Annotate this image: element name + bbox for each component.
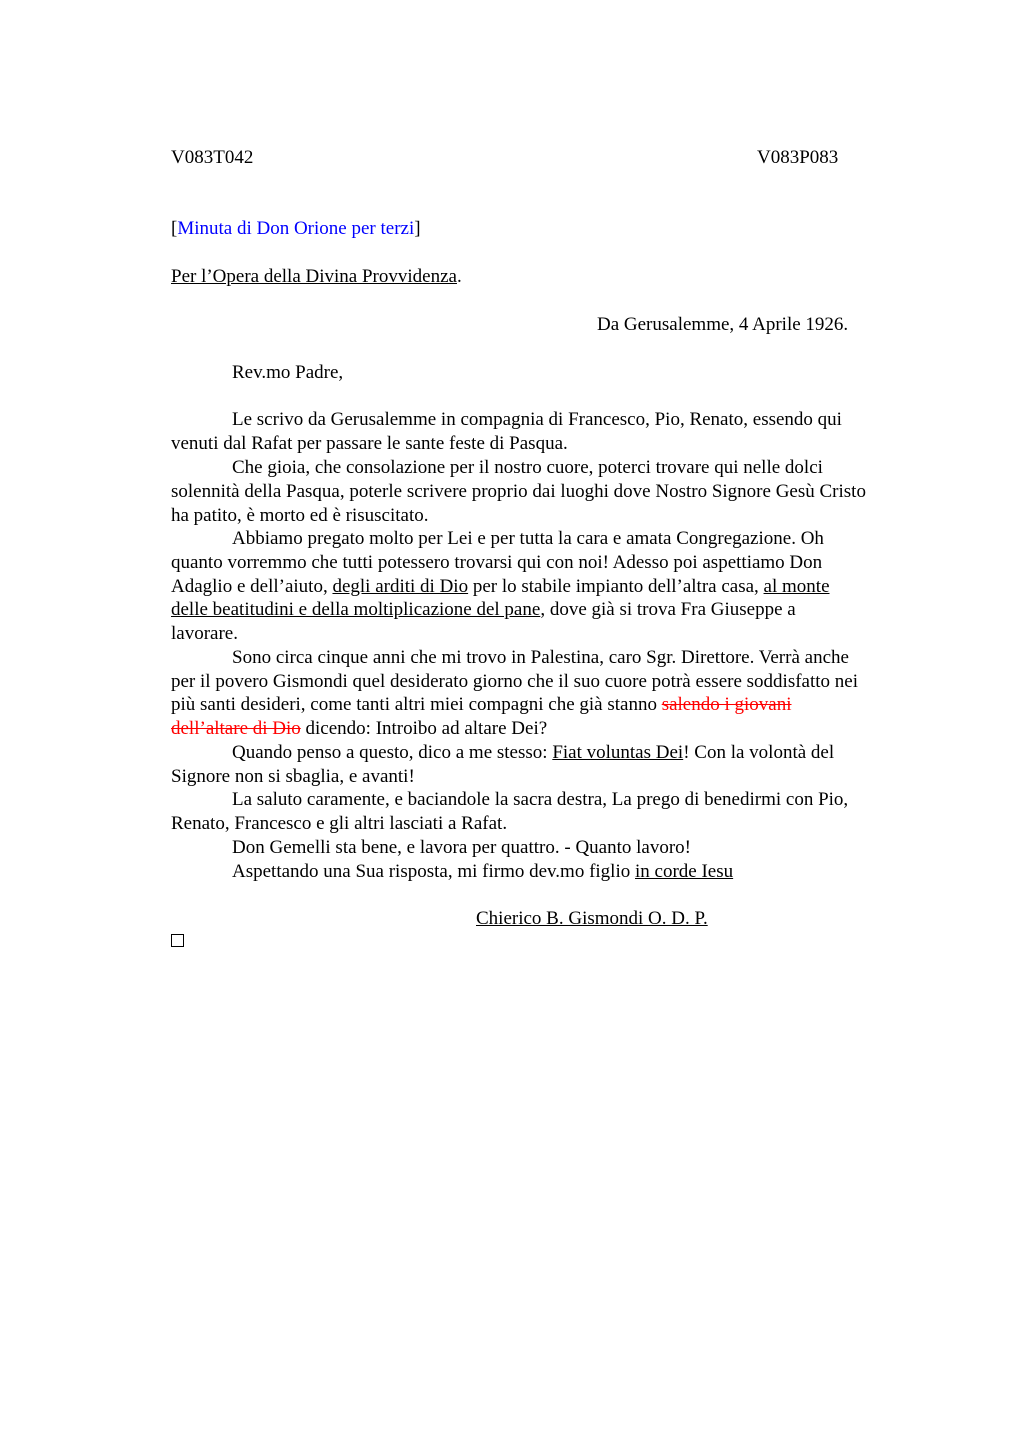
note-text: Minuta di Don Orione per terzi [177, 218, 415, 239]
body-text: Aspettando una Sua risposta, mi firmo dev.mo figlio [232, 861, 635, 882]
body-line: Le scrivo da Gerusalemme in compagnia di Francesco, Pio, Renato, essendo qui [232, 409, 842, 430]
body-line [171, 693, 792, 717]
body-line: Sono circa cinque anni che mi trovo in Palestina, caro Sgr. Direttore. Verrà anche [232, 647, 849, 668]
underlined-phrase: in corde Iesu [635, 861, 734, 882]
body-text: Quando penso a questo, dico a me stesso: [232, 742, 553, 763]
end-marker-box [171, 934, 184, 947]
body-line: Renato, Francesco e gli altri lasciati a Rafat. [171, 813, 508, 834]
body-line: ha patito, è morto ed è risuscitato. [171, 505, 429, 526]
body-text: , dove già si trova Fra Giuseppe a [540, 599, 796, 620]
dateline: Da Gerusalemme, 4 Aprile 1926. [597, 314, 849, 335]
deleted-text: dell’altare di Dio [171, 718, 301, 739]
body-text: dicendo: Introibo ad altare Dei? [300, 718, 548, 739]
body-line [171, 575, 830, 599]
salutation: Rev.mo Padre, [232, 362, 344, 383]
body-line: Che gioia, che consolazione per il nostro cuore, poterci trovare qui nelle dolci [232, 457, 823, 478]
body-text: più santi desideri, come tanti altri miei compagni che già stanno [171, 694, 662, 715]
body-line: lavorare. [171, 623, 238, 644]
document-code-right: V083P083 [757, 147, 839, 168]
underlined-phrase: Fiat voluntas Dei [552, 742, 684, 763]
body-line [171, 598, 796, 622]
body-line: quanto vorremmo che tutti potessero trovarsi qui con noi! Adesso poi aspettiamo Don [171, 552, 823, 573]
note-open-bracket: [ [171, 218, 178, 239]
underlined-phrase: al monte [763, 576, 830, 597]
body-line: venuti dal Rafat per passare le sante feste di Pasqua. [171, 433, 568, 454]
body-line [232, 741, 834, 765]
body-text: ! Con la volontà del [683, 742, 835, 763]
body-line: La saluto caramente, e baciandole la sacra destra, La prego di benedirmi con Pio, [232, 789, 849, 810]
note-close-bracket: ] [414, 218, 421, 239]
body-text: per lo stabile impianto dell’altra casa, [468, 576, 764, 597]
heading-period: . [456, 266, 462, 287]
heading-text: Per l’Opera della Divina Provvidenza [171, 266, 457, 287]
body-line: Abbiamo pregato molto per Lei e per tutta la cara e amata Congregazione. Oh [232, 528, 824, 549]
body-text: Adaglio e dell’aiuto, [171, 576, 333, 597]
underlined-phrase: delle beatitudini e della moltiplicazione del pane [171, 599, 541, 620]
body-line [232, 860, 733, 884]
signature: Chierico B. Gismondi O. D. P. [476, 908, 708, 929]
body-line [171, 717, 547, 741]
body-line: per il povero Gismondi quel desiderato giorno che il suo cuore potrà essere soddisfatto nei [171, 671, 858, 692]
body-line: solennità della Pasqua, poterle scrivere proprio dai luoghi dove Nostro Signore Gesù Cristo [171, 481, 866, 502]
letter-heading [171, 265, 462, 289]
deleted-text: salendo i giovani [661, 694, 792, 715]
body-line: Don Gemelli sta bene, e lavora per quattro. - Quanto lavoro! [232, 837, 692, 858]
body-line: Signore non si sbaglia, e avanti! [171, 766, 415, 787]
underlined-phrase: degli arditi di Dio [332, 576, 469, 597]
editorial-note [171, 217, 421, 241]
document-code-left: V083T042 [171, 147, 254, 168]
